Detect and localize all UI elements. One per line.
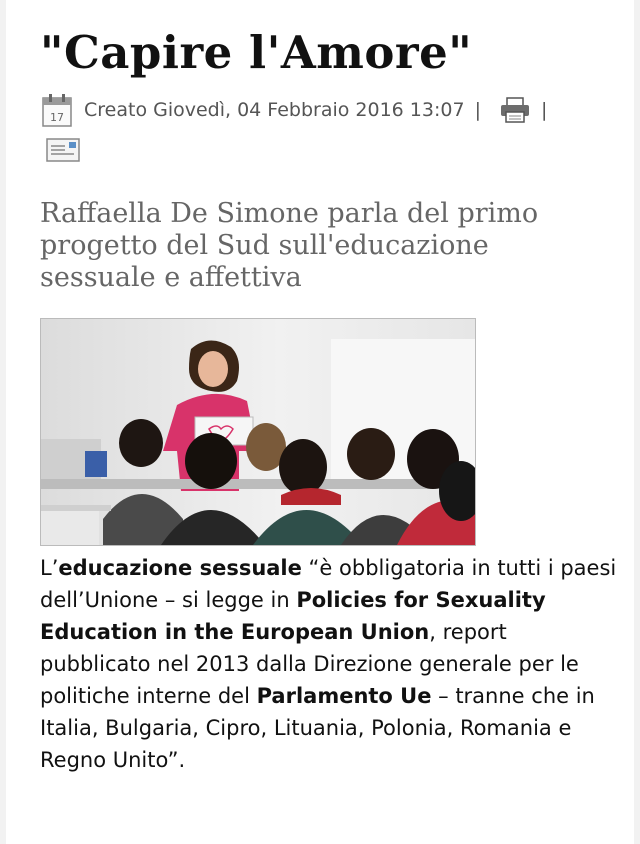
body-bold-sex-education: educazione sessuale — [58, 556, 302, 580]
article-subtitle: Raffaella De Simone parla del primo progetto del Sud sull'educazione sessuale e affettiva — [40, 198, 539, 293]
article-meta — [42, 92, 557, 128]
created-date: Creato Giovedì, 04 Febbraio 2016 13:07 — [84, 99, 465, 121]
body-text-3: , report pubblicato nel 2013 dalla Direzione generale per le politiche interne del — [40, 620, 579, 708]
body-text-4: – tranne che in Italia, Bulgaria, Cipro, Lituania, Polonia, Romania e Regno Unito”. — [40, 684, 595, 772]
calendar-icon — [42, 93, 72, 127]
article-body — [40, 552, 620, 776]
classroom-photo — [41, 319, 475, 545]
print-icon[interactable] — [499, 96, 531, 124]
article-photo — [40, 318, 476, 546]
calendar-day: 17 — [50, 111, 64, 124]
email-icon[interactable] — [46, 138, 80, 162]
body-text-2: “è obbligatoria in tutti i paesi dell’Unione – si legge in — [40, 556, 617, 612]
body-text-1: L’ — [40, 556, 59, 580]
meta-separator: | — [474, 99, 481, 121]
article-page — [6, 0, 634, 844]
body-bold-report-title: Policies for Sexuality Education in the European Union — [40, 588, 546, 644]
meta-separator-2: | — [540, 99, 548, 121]
body-bold-parliament: Parlamento Ue — [256, 684, 432, 708]
email-row — [46, 138, 80, 166]
article-title: "Capire l'Amore" — [40, 26, 473, 79]
